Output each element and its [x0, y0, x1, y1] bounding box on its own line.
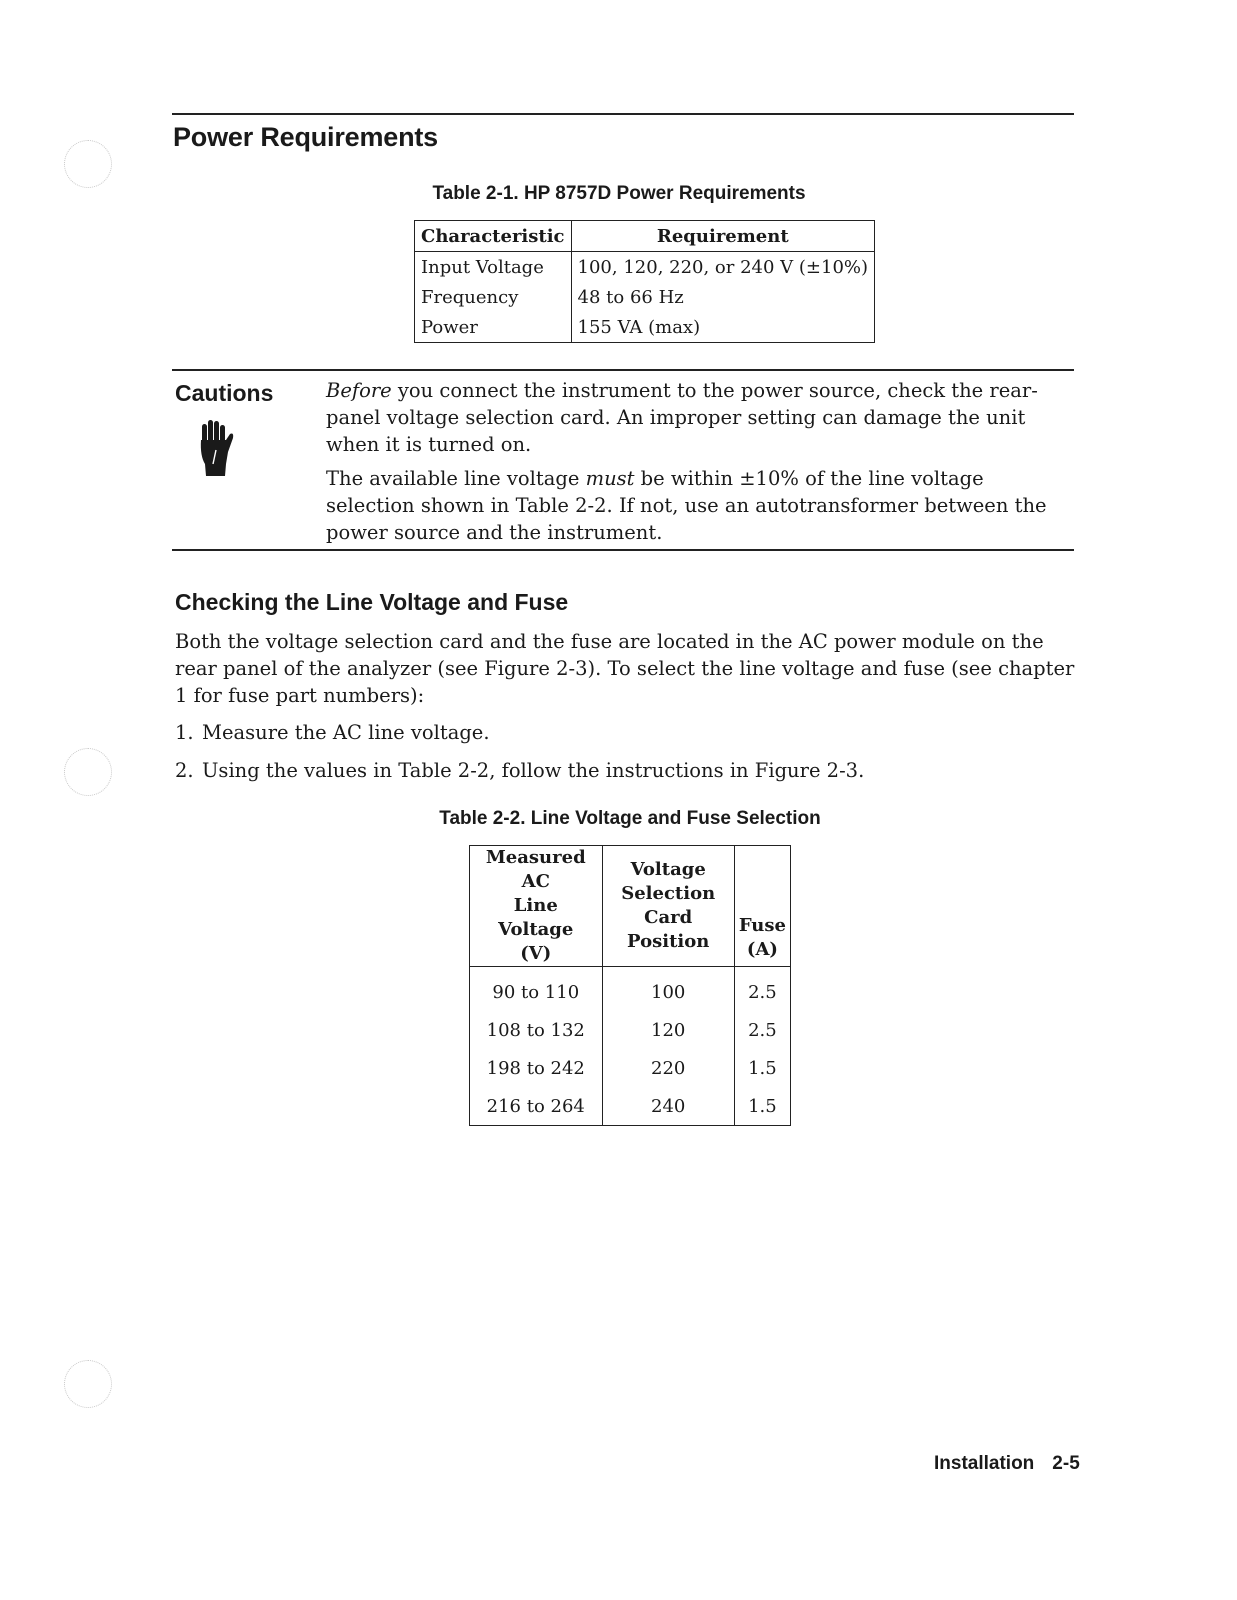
header-line: (V)	[520, 943, 552, 964]
table-row	[415, 312, 875, 343]
header-line: Fuse	[738, 915, 786, 936]
header-line: Measured AC	[485, 847, 586, 892]
footer-page-number: 2-5	[1052, 1453, 1080, 1474]
table-row	[470, 1011, 791, 1049]
table-cell: 48 to 66 Hz	[571, 282, 875, 312]
step-number: 2.	[175, 759, 194, 782]
table-row	[470, 1049, 791, 1087]
caution-text-2a: The available line voltage	[326, 467, 586, 490]
cautions-bottom-rule	[172, 549, 1074, 551]
table-cell: Power	[415, 312, 572, 343]
table-cell: 108 to 132	[470, 1011, 603, 1049]
table-cell: 2.5	[734, 1011, 790, 1049]
table-cell: 100	[602, 967, 734, 1012]
table-row	[470, 1087, 791, 1126]
header-characteristic: Characteristic	[415, 221, 572, 252]
table-row	[415, 252, 875, 283]
table-row	[415, 282, 875, 312]
table-cell: Input Voltage	[415, 252, 572, 283]
table-cell: 100, 120, 220, or 240 V (±10%)	[571, 252, 875, 283]
footer-section: Installation	[934, 1453, 1035, 1474]
header-requirement: Requirement	[571, 221, 875, 252]
table-cell: 2.5	[734, 967, 790, 1012]
caution-paragraph-1	[326, 377, 1071, 458]
power-requirements-table	[414, 220, 875, 343]
step-text: Measure the AC line voltage.	[202, 721, 490, 744]
table1-caption: Table 2-1. HP 8757D Power Requirements	[432, 183, 806, 204]
table-cell: 90 to 110	[470, 967, 603, 1012]
cautions-top-rule	[172, 369, 1074, 371]
caution-emphasis-before: Before	[326, 379, 392, 402]
table-cell: 240	[602, 1087, 734, 1126]
step-text: Using the values in Table 2-2, follow the instructions in Figure 2-3.	[202, 759, 865, 782]
table-cell: 1.5	[734, 1049, 790, 1087]
header-fuse	[734, 846, 790, 967]
table-header-row	[470, 846, 791, 967]
header-line: Voltage	[630, 859, 706, 880]
intro-paragraph: Both the voltage selection card and the fuse are located in the AC power module on the rear panel of the analyzer (see Figure 2-3). To select the line voltage and fuse (see chapter 1 for fuse part numbers):	[175, 630, 1075, 707]
table-cell: 216 to 264	[470, 1087, 603, 1126]
list-item	[175, 719, 490, 746]
step-number: 1.	[175, 721, 194, 744]
list-item	[175, 757, 864, 784]
header-measured-voltage	[470, 846, 603, 967]
caution-hand-icon	[196, 420, 236, 476]
table-cell: 120	[602, 1011, 734, 1049]
header-line: (A)	[746, 939, 778, 960]
caution-emphasis-must: must	[585, 467, 635, 490]
subsection-title: Checking the Line Voltage and Fuse	[175, 589, 569, 615]
caution-text-2b: be within ±10% of the line voltage selection shown in Table 2-2. If not, use an autotransformer between the power source and the instrument.	[326, 467, 1047, 544]
top-rule	[172, 113, 1074, 115]
table-cell: 1.5	[734, 1087, 790, 1126]
cautions-label: Cautions	[175, 380, 274, 406]
table2-caption: Table 2-2. Line Voltage and Fuse Selection	[439, 808, 821, 829]
punch-hole-bottom	[64, 1360, 112, 1408]
section-title: Power Requirements	[173, 122, 438, 152]
punch-hole-middle	[64, 748, 112, 796]
table-cell: 220	[602, 1049, 734, 1087]
table-row	[470, 967, 791, 1012]
caution-text-1: you connect the instrument to the power source, check the rear-panel voltage selection card. An improper setting can damage the unit when it is turned on.	[326, 379, 1038, 456]
table-cell: 155 VA (max)	[571, 312, 875, 343]
line-voltage-fuse-table	[469, 845, 791, 1126]
table-cell: Frequency	[415, 282, 572, 312]
header-line: Selection	[621, 883, 716, 904]
header-line: Card Position	[627, 907, 710, 952]
table-header-row	[415, 221, 875, 252]
table-cell: 198 to 242	[470, 1049, 603, 1087]
page-footer	[934, 1453, 1080, 1475]
caution-paragraph-2	[326, 465, 1071, 546]
header-card-position	[602, 846, 734, 967]
header-line: Line Voltage	[498, 895, 574, 940]
punch-hole-top	[64, 140, 112, 188]
